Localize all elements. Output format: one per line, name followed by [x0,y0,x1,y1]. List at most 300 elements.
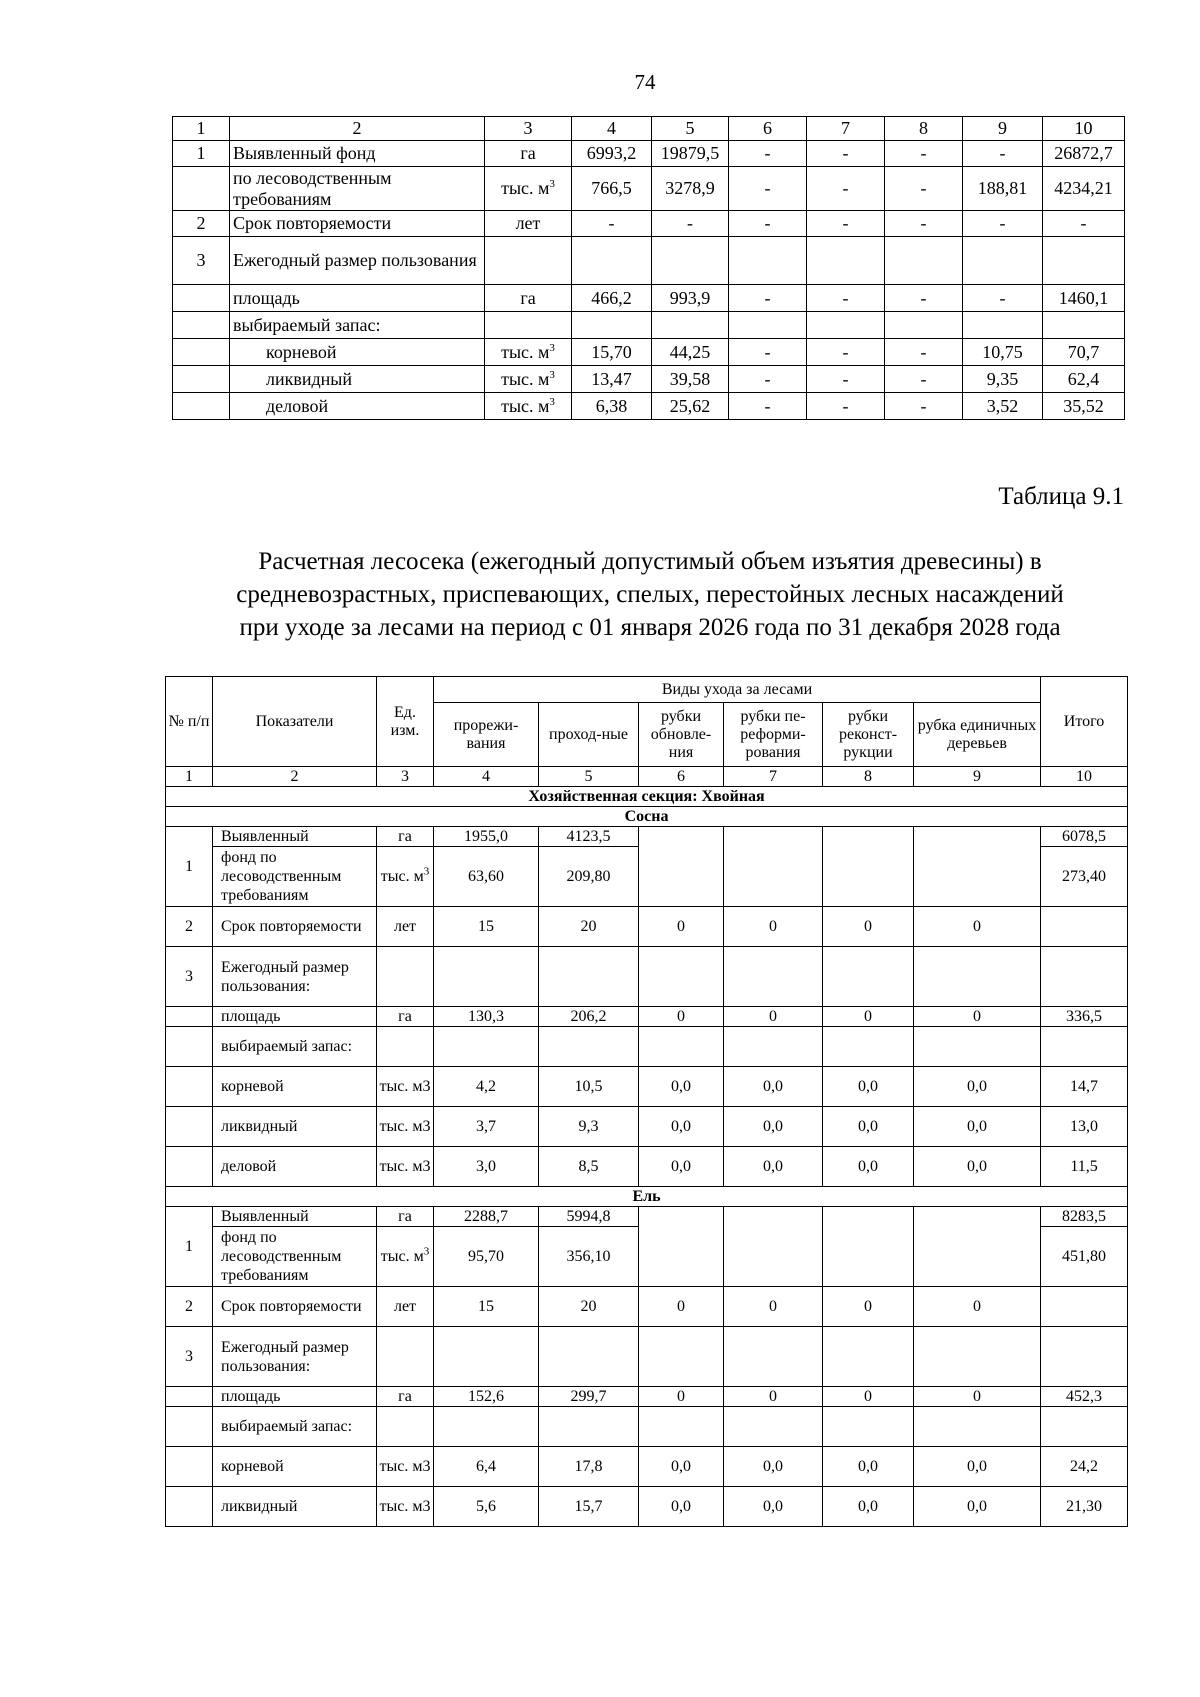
column-number: 8 [885,117,963,141]
value-cell: - [729,167,807,211]
row-unit: тыс. м3 [377,1147,434,1187]
value-cell [823,827,914,907]
row-unit: га [377,1007,434,1027]
table-row [173,141,1125,167]
table-row [166,767,1128,787]
unit-superscript: 3 [423,1245,430,1258]
value-cell: 0 [823,1287,914,1327]
row-label: Срок повторяемости [213,1287,377,1327]
table-row [166,1407,1128,1447]
row-number [166,1067,213,1107]
row-number: 2 [166,1287,213,1327]
table-row [166,1287,1128,1327]
value-cell: 70,7 [1043,339,1125,366]
value-cell: 0 [639,1287,724,1327]
value-cell: 44,25 [652,339,729,366]
value-cell: - [729,285,807,312]
species-title: Ель [166,1187,1128,1207]
empty-cell [823,1407,914,1447]
row-label: деловой [213,1147,377,1187]
value-cell: 15 [434,907,539,947]
value-cell: 0 [914,1007,1041,1027]
row-unit: га [377,827,434,847]
value-cell: 3,0 [434,1147,539,1187]
column-number: 5 [652,117,729,141]
row-label: ликвидный [213,1107,377,1147]
value-cell: - [807,285,885,312]
total-cell: 14,7 [1041,1067,1128,1107]
value-cell: 0 [823,1387,914,1407]
empty-cell [434,1407,539,1447]
table-row [166,947,1128,1007]
row-unit [485,312,572,339]
value-cell: 39,58 [652,366,729,393]
value-cell: 0,0 [914,1447,1041,1487]
unit-superscript: 3 [423,865,430,878]
value-cell: 0,0 [639,1487,724,1527]
value-cell [724,1207,823,1287]
value-cell [1043,312,1125,339]
unit-text: тыс. м [501,341,550,362]
value-cell: - [807,339,885,366]
row-number [166,1487,213,1527]
value-cell: 356,10 [539,1227,639,1287]
value-cell: 6993,2 [572,141,652,167]
value-cell [807,312,885,339]
unit-superscript: 3 [549,178,555,190]
header-type: рубки пе-реформи-рования [724,703,823,767]
value-cell: 9,3 [539,1107,639,1147]
value-cell: 0 [823,1007,914,1027]
header-indicators: Показатели [213,677,377,767]
value-cell: 0,0 [724,1067,823,1107]
value-cell: 9,35 [963,366,1043,393]
total-cell: 11,5 [1041,1147,1128,1187]
empty-cell [639,1027,724,1067]
empty-cell [914,1327,1041,1387]
row-label: корневой [213,1067,377,1107]
value-cell: 3278,9 [652,167,729,211]
value-cell: - [572,211,652,237]
value-cell: 152,6 [434,1387,539,1407]
row-number: 2 [166,907,213,947]
row-number: 3 [166,1327,213,1387]
empty-cell [377,1027,434,1067]
value-cell [652,237,729,285]
empty-cell [1041,1407,1128,1447]
empty-cell [434,1027,539,1067]
value-cell: 0,0 [823,1487,914,1527]
row-unit [377,1227,434,1287]
value-cell: - [652,211,729,237]
row-number [173,312,230,339]
column-number: 7 [807,117,885,141]
value-cell: - [963,211,1043,237]
value-cell: 4,2 [434,1067,539,1107]
value-cell [963,312,1043,339]
value-cell: - [963,285,1043,312]
value-cell: 0 [639,1007,724,1027]
row-number [166,1407,213,1447]
row-label: фонд по лесоводственным требованиям [213,847,377,907]
table-title [150,545,1150,644]
empty-cell [1041,1327,1128,1387]
header-total: Итого [1041,677,1128,767]
value-cell [639,827,724,907]
empty-cell [639,1327,724,1387]
value-cell: 20 [539,907,639,947]
row-label: Ежегодный размер пользования: [213,1327,377,1387]
row-number: 1 [173,141,230,167]
value-cell: 0,0 [823,1147,914,1187]
value-cell: 19879,5 [652,141,729,167]
empty-cell [539,947,639,1007]
value-cell [724,827,823,907]
header-care-types: Виды ухода за лесами [434,677,1041,703]
row-label: площадь [230,285,485,312]
row-unit [485,393,572,420]
column-number: 6 [729,117,807,141]
row-number [166,1007,213,1027]
value-cell: 4123,5 [539,827,639,847]
column-number: 10 [1043,117,1125,141]
value-cell: - [963,141,1043,167]
unit-text: тыс. м [501,395,550,416]
value-cell [729,312,807,339]
value-cell: - [729,211,807,237]
value-cell: 0,0 [639,1147,724,1187]
value-cell: 95,70 [434,1227,539,1287]
value-cell: 1460,1 [1043,285,1125,312]
top-table [172,116,1125,420]
value-cell: 0 [639,1387,724,1407]
table-row [173,366,1125,393]
unit-text: тыс. м [501,368,550,389]
value-cell: 17,8 [539,1447,639,1487]
value-cell: 466,2 [572,285,652,312]
value-cell: 3,52 [963,393,1043,420]
value-cell: 10,75 [963,339,1043,366]
value-cell [885,237,963,285]
table-row [166,1067,1128,1107]
value-cell: 20 [539,1287,639,1327]
value-cell: - [885,211,963,237]
value-cell: 0,0 [823,1067,914,1107]
value-cell: 0 [724,1287,823,1327]
empty-cell [724,947,823,1007]
value-cell: 0 [914,1387,1041,1407]
column-number: 1 [173,117,230,141]
value-cell [572,237,652,285]
table-row [166,1487,1128,1527]
value-cell: 188,81 [963,167,1043,211]
species-title: Сосна [166,807,1128,827]
column-number: 2 [213,767,377,787]
row-unit: тыс. м3 [377,1107,434,1147]
row-label: Срок повторяемости [213,907,377,947]
row-number [173,366,230,393]
row-label: Ежегодный размер пользования [230,237,485,285]
empty-cell [539,1027,639,1067]
empty-cell [823,1027,914,1067]
empty-cell [914,947,1041,1007]
value-cell: - [885,366,963,393]
row-number [173,339,230,366]
value-cell: - [885,167,963,211]
value-cell [914,1207,1041,1287]
row-unit [485,339,572,366]
unit-text: тыс. м [380,868,424,885]
value-cell: 0 [724,1387,823,1407]
table-row [166,787,1128,807]
table-row [173,393,1125,420]
section-title: Хозяйственная секция: Хвойная [166,787,1128,807]
value-cell: 0,0 [639,1447,724,1487]
row-unit [485,167,572,211]
header-unit: Ед. изм. [377,677,434,767]
table-row [166,1107,1128,1147]
value-cell: - [729,393,807,420]
table-row [166,1147,1128,1187]
table-row [173,237,1125,285]
value-cell: 13,47 [572,366,652,393]
row-unit: тыс. м3 [377,1487,434,1527]
value-cell [823,1207,914,1287]
value-cell: 0,0 [914,1147,1041,1187]
table-row [173,312,1125,339]
empty-cell [639,1407,724,1447]
empty-cell [724,1407,823,1447]
row-number [166,1107,213,1147]
empty-cell [914,1407,1041,1447]
table-row [166,1027,1128,1067]
value-cell: 0,0 [914,1107,1041,1147]
value-cell: 0,0 [914,1487,1041,1527]
value-cell: 0 [914,907,1041,947]
table-title-line: Расчетная лесосека (ежегодный допустимый объем изъятия древесины) в [258,548,1042,575]
empty-cell [639,947,724,1007]
value-cell: - [729,339,807,366]
total-cell: 24,2 [1041,1447,1128,1487]
row-label: площадь [213,1387,377,1407]
table-row [166,1327,1128,1387]
value-cell: 2288,7 [434,1207,539,1227]
value-cell: 3,7 [434,1107,539,1147]
value-cell: - [729,141,807,167]
row-unit: га [377,1207,434,1227]
page-number: 74 [634,70,656,94]
value-cell: 299,7 [539,1387,639,1407]
table-title-line: средневозрастных, приспевающих, спелых, перестойных лесных насаждений [236,581,1064,608]
row-label: площадь [213,1007,377,1027]
value-cell [807,237,885,285]
column-number: 9 [963,117,1043,141]
row-label: Ежегодный размер пользования: [213,947,377,1007]
value-cell: 62,4 [1043,366,1125,393]
total-cell: 21,30 [1041,1487,1128,1527]
value-cell: 15 [434,1287,539,1327]
row-label: Выявленный [213,827,377,847]
row-unit: га [377,1387,434,1407]
value-cell: 6,4 [434,1447,539,1487]
value-cell: 209,80 [539,847,639,907]
empty-cell [377,947,434,1007]
header-num: № п/п [166,677,213,767]
value-cell: - [807,167,885,211]
unit-text: тыс. м [501,178,550,198]
total-cell: 336,5 [1041,1007,1128,1027]
value-cell [885,312,963,339]
row-label: Выявленный фонд [230,141,485,167]
unit-text: тыс. м [380,1248,424,1265]
value-cell: 993,9 [652,285,729,312]
value-cell: 0,0 [639,1107,724,1147]
row-unit [485,237,572,285]
header-type: рубка единичных деревьев [914,703,1041,767]
column-number: 1 [166,767,213,787]
value-cell [652,312,729,339]
value-cell: 0,0 [724,1107,823,1147]
value-cell: 25,62 [652,393,729,420]
value-cell: 0,0 [724,1147,823,1187]
value-cell: - [1043,211,1125,237]
table-row [166,1007,1128,1027]
total-cell: 6078,5 [1041,827,1128,847]
value-cell: 8,5 [539,1147,639,1187]
value-cell: 0,0 [823,1447,914,1487]
value-cell: 0,0 [724,1447,823,1487]
total-cell [1041,907,1128,947]
unit-superscript: 3 [549,368,555,381]
table-caption: Таблица 9.1 [998,483,1124,510]
column-number: 8 [823,767,914,787]
column-number: 5 [539,767,639,787]
value-cell: 63,60 [434,847,539,907]
value-cell: 206,2 [539,1007,639,1027]
row-unit: тыс. м3 [377,1067,434,1107]
column-number: 10 [1041,767,1128,787]
header-type: рубки обновле-ния [639,703,724,767]
value-cell: 0 [724,907,823,947]
column-number: 3 [485,117,572,141]
value-cell: - [807,366,885,393]
value-cell: 0,0 [823,1107,914,1147]
column-number: 6 [639,767,724,787]
row-unit: га [485,141,572,167]
table-row [166,1447,1128,1487]
row-label: корневой [230,339,485,366]
column-number: 3 [377,767,434,787]
table-row [166,907,1128,947]
column-number: 9 [914,767,1041,787]
empty-cell [377,1407,434,1447]
value-cell: - [885,339,963,366]
row-label: ликвидный [213,1487,377,1527]
table-row [173,285,1125,312]
value-cell: 15,7 [539,1487,639,1527]
table-row [166,827,1128,847]
value-cell: 6,38 [572,393,652,420]
empty-cell [914,1027,1041,1067]
total-cell: 452,3 [1041,1387,1128,1407]
empty-cell [1041,1027,1128,1067]
total-cell: 8283,5 [1041,1207,1128,1227]
column-number: 2 [230,117,485,141]
table-row [166,1187,1128,1207]
row-number [173,393,230,420]
empty-cell [823,947,914,1007]
value-cell: - [807,393,885,420]
column-number: 4 [434,767,539,787]
value-cell: 0 [823,907,914,947]
total-cell: 273,40 [1041,847,1128,907]
row-label: деловой [230,393,485,420]
value-cell: 0,0 [914,1067,1041,1107]
value-cell: 26872,7 [1043,141,1125,167]
empty-cell [823,1327,914,1387]
value-cell: 766,5 [572,167,652,211]
value-cell: 4234,21 [1043,167,1125,211]
total-cell: 451,80 [1041,1227,1128,1287]
table-row [166,807,1128,827]
value-cell: - [885,285,963,312]
value-cell: 5994,8 [539,1207,639,1227]
unit-superscript: 3 [549,395,555,408]
row-unit: лет [485,211,572,237]
row-number [173,167,230,211]
row-number [166,1447,213,1487]
header-type: рубки реконст-рукции [823,703,914,767]
row-number: 1 [166,1207,213,1287]
value-cell [639,1207,724,1287]
row-unit: лет [377,1287,434,1327]
row-number [166,1387,213,1407]
value-cell: 15,70 [572,339,652,366]
row-number: 2 [173,211,230,237]
empty-cell [539,1327,639,1387]
table-row [166,1207,1128,1227]
value-cell: - [885,393,963,420]
unit-superscript: 3 [549,341,555,354]
value-cell: 0 [914,1287,1041,1327]
empty-cell [1041,947,1128,1007]
column-number: 7 [724,767,823,787]
row-unit: лет [377,907,434,947]
total-cell: 13,0 [1041,1107,1128,1147]
table-row [173,167,1125,211]
value-cell: 130,3 [434,1007,539,1027]
row-unit [377,847,434,907]
row-number: 3 [166,947,213,1007]
value-cell: - [807,211,885,237]
empty-cell [724,1027,823,1067]
total-cell [1041,1287,1128,1327]
row-label: по лесоводственным требованиям [230,167,485,211]
value-cell: 0,0 [724,1487,823,1527]
table-row [173,211,1125,237]
header-type: проход-ные [539,703,639,767]
empty-cell [434,1327,539,1387]
row-number: 1 [166,827,213,907]
row-unit: га [485,285,572,312]
row-number [166,1147,213,1187]
empty-cell [539,1407,639,1447]
value-cell [1043,237,1125,285]
row-label: корневой [213,1447,377,1487]
main-table [165,676,1128,1527]
table-title-line: при уходе за лесами на период с 01 января 2026 года по 31 декабря 2028 года [239,614,1061,641]
row-number [166,1027,213,1067]
